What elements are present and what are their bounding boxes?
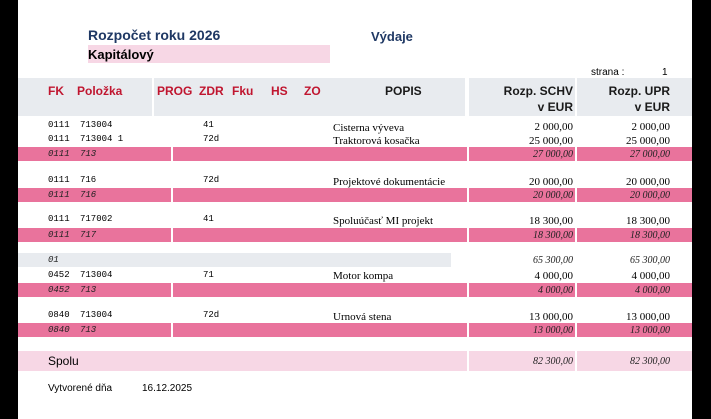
budget-page [18,0,692,419]
cell-fk: 0111 [48,230,70,240]
cell-upr: 13 000,00 [630,325,670,336]
cell-schv: 4 000,00 [538,285,573,296]
cell-fk: 0111 [48,149,70,159]
cell-polozka: 716 [80,175,97,185]
total-band-left [18,351,467,371]
cell-polozka: 713004 1 [80,134,124,144]
cell-upr: 20 000,00 [626,176,670,188]
cell-polozka: 717002 [80,214,113,224]
cell-schv: 65 300,00 [533,255,573,266]
total-label: Spolu [48,354,79,368]
cell-polozka: 713 [80,325,97,335]
cell-fk: 0111 [48,120,70,130]
cell-schv: 25 000,00 [529,135,573,147]
cell-upr: 2 000,00 [631,121,670,133]
cell-fk: 0111 [48,214,70,224]
cell-fk: 0840 [48,325,70,335]
cell-zdr: 41 [203,214,214,224]
cell-schv: 13 000,00 [529,311,573,323]
cell-polozka: 713004 [80,310,113,320]
cell-fk: 0111 [48,190,70,200]
col-schv-unit: v EUR [537,100,573,114]
cell-upr: 18 300,00 [630,230,670,241]
cell-schv: 20 000,00 [533,190,573,201]
col-upr: Rozp. UPR [608,84,670,98]
cell-fk: 0452 [48,285,70,295]
cell-upr: 13 000,00 [626,311,670,323]
col-hs: HS [271,84,288,98]
col-schv: Rozp. SCHV [503,84,573,98]
cell-polozka: 713004 [80,270,113,280]
total-upr: 82 300,00 [630,356,670,367]
page-number: 1 [662,67,668,78]
footer-label: Vytvorené dňa [48,383,113,394]
cell-popis: Cisterna výveva [333,122,405,134]
col-polozka: Položka [77,84,123,98]
col-upr-unit: v EUR [634,100,670,114]
cell-zdr: 72d [203,310,220,320]
section-title: Výdaje [371,29,413,44]
cell-zdr: 71 [203,270,214,280]
page-label: strana : [591,67,625,78]
col-prog: PROG [157,84,193,98]
col-popis: POPIS [385,84,422,98]
column-divider [467,78,469,378]
cell-schv: 18 300,00 [529,215,573,227]
cell-fk: 0111 [48,175,70,185]
cell-schv: 20 000,00 [529,176,573,188]
cell-zdr: 41 [203,120,214,130]
cell-upr: 25 000,00 [626,135,670,147]
cell-polozka: 717 [80,230,97,240]
cell-polozka: 716 [80,190,97,200]
cell-fk: 0452 [48,270,70,280]
page-subtitle: Kapitálový [88,47,154,62]
cell-popis: Motor kompa [333,270,394,282]
cell-zdr: 72d [203,134,220,144]
cell-popis: Projektové dokumentácie [333,176,446,188]
cell-schv: 13 000,00 [533,325,573,336]
cell-fk: 01 [48,255,59,265]
column-divider [575,78,577,378]
cell-popis: Urnová stena [333,311,392,323]
cell-popis: Spoluúčasť MI projekt [333,215,434,227]
group-band [18,253,451,267]
cell-upr: 4 000,00 [631,270,670,282]
col-zo: ZO [304,84,321,98]
col-zdr: ZDR [199,84,224,98]
cell-schv: 27 000,00 [533,149,573,160]
cell-fk: 0840 [48,310,70,320]
footer-date: 16.12.2025 [142,383,193,394]
total-schv: 82 300,00 [533,356,573,367]
cell-schv: 2 000,00 [534,121,573,133]
cell-upr: 18 300,00 [626,215,670,227]
cell-fk: 0111 [48,134,70,144]
cell-polozka: 713 [80,285,97,295]
cell-zdr: 72d [203,175,220,185]
cell-popis: Traktorová kosačka [333,135,420,147]
cell-polozka: 713004 [80,120,113,130]
cell-upr: 4 000,00 [635,285,670,296]
cell-polozka: 713 [80,149,97,159]
cell-upr: 65 300,00 [630,255,670,266]
page-title: Rozpočet roku 2026 [88,27,221,43]
col-fku: Fku [232,84,254,98]
cell-schv: 4 000,00 [534,270,573,282]
cell-upr: 27 000,00 [630,149,670,160]
col-fk: FK [48,84,64,98]
cell-schv: 18 300,00 [533,230,573,241]
cell-upr: 20 000,00 [630,190,670,201]
